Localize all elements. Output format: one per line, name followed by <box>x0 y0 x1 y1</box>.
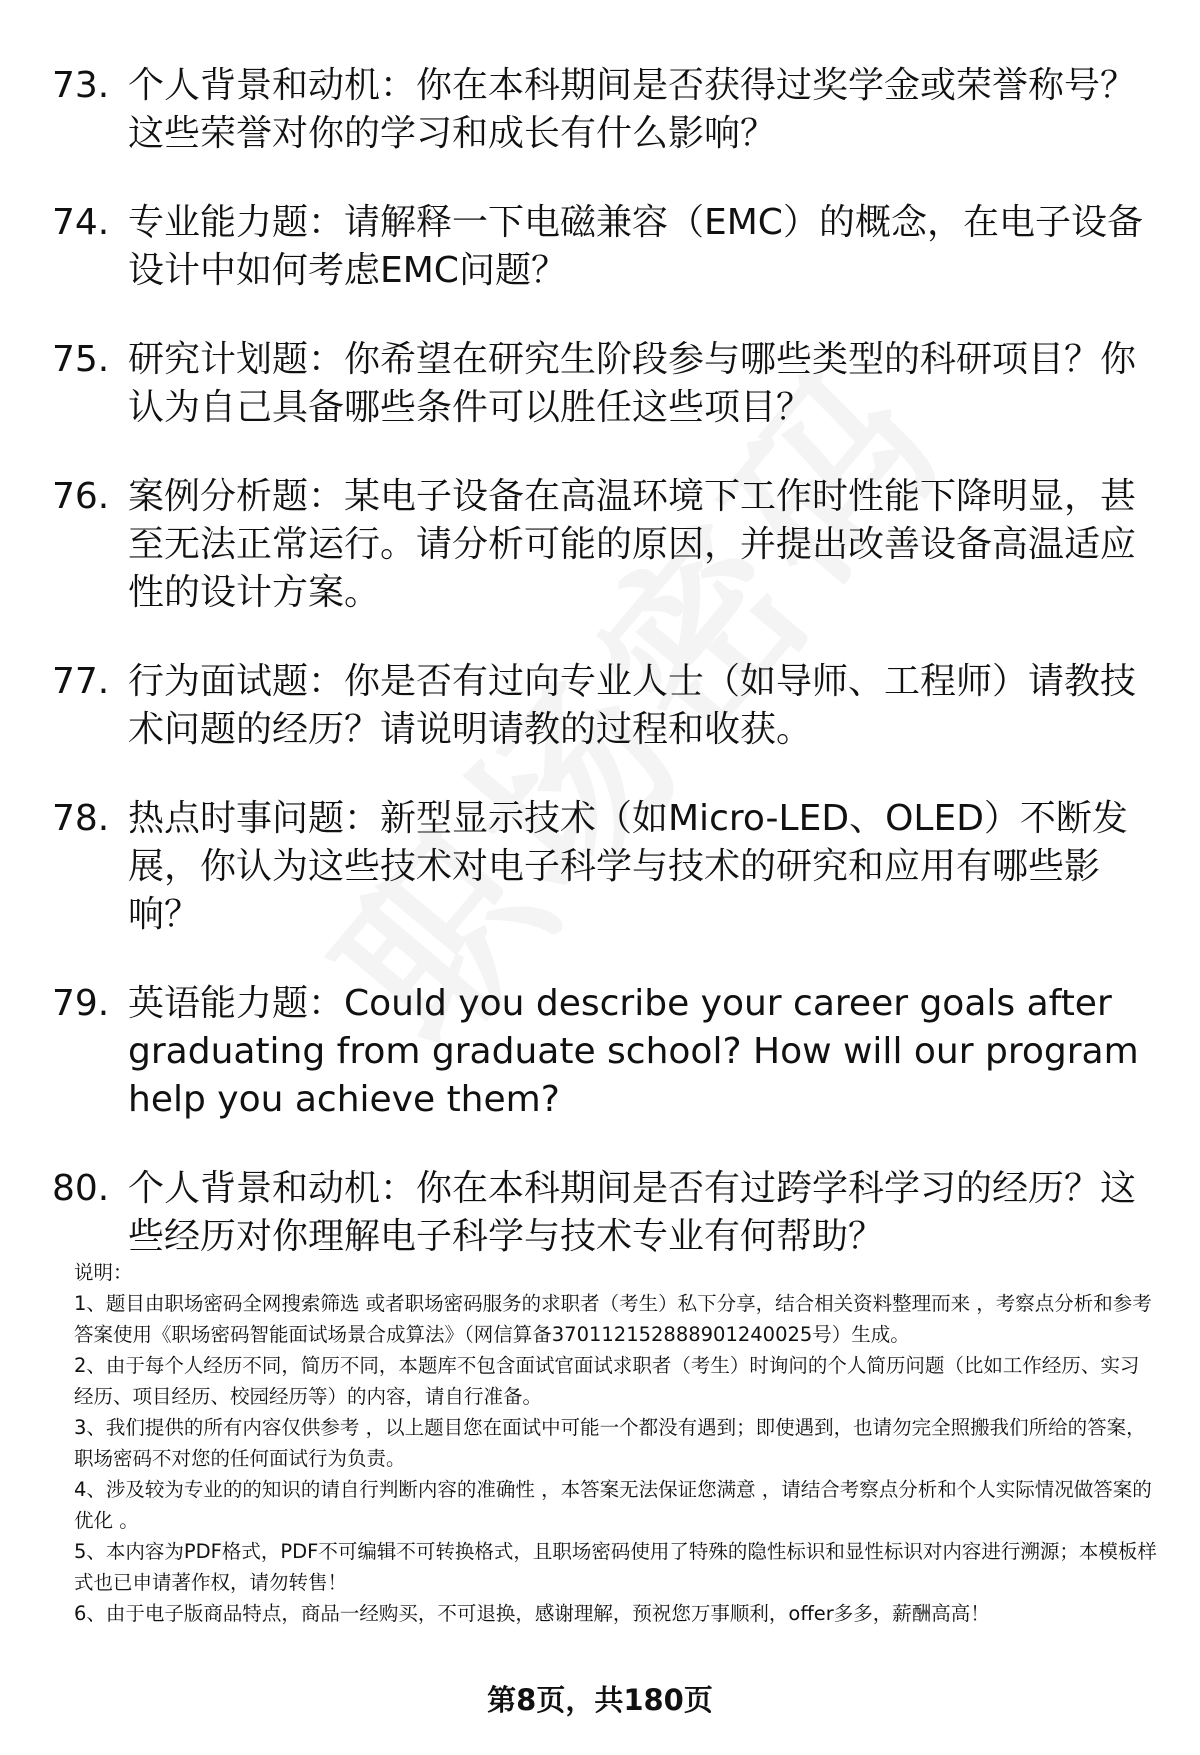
note-item: 2、由于每个人经历不同，简历不同，本题库不包含面试官面试求职者（考生）时询问的个人简历问题（比如工作经历、实习经历、项目经历、校园经历等）的内容，请自行准备。 <box>74 1354 1140 1408</box>
question-item <box>0 980 1200 1124</box>
notes-section <box>74 1257 1158 1629</box>
note-item: 1、题目由职场密码全网搜索筛选 或者职场密码服务的求职者（考生）私下分享，结合相关资料整理而来 ，考察点分析和参考答案使用《职场密码智能面试场景合成算法》（网信算备370112152888901240025号）生成。 <box>74 1292 1152 1346</box>
question-text: 案例分析题：某电子设备在高温环境下工作时性能下降明显，甚至无法正常运行。请分析可能的原因，并提出改善设备高温适应性的设计方案。 <box>128 476 1137 613</box>
question-item <box>0 795 1200 939</box>
question-text: 个人背景和动机：你在本科期间是否获得过奖学金或荣誉称号？这些荣誉对你的学习和成长有什么影响？ <box>128 65 1137 154</box>
page-number-label: 第8页，共180页 <box>487 1683 713 1717</box>
question-text: 专业能力题：请解释一下电磁兼容（EMC）的概念，在电子设备设计中如何考虑EMC问题？ <box>128 202 1143 291</box>
question-text: 个人背景和动机：你在本科期间是否有过跨学科学习的经历？这些经历对你理解电子科学与技术专业有何帮助？ <box>128 1168 1137 1257</box>
question-item <box>0 336 1200 432</box>
question-number: 78. <box>52 798 110 839</box>
question-number: 75. <box>52 339 110 380</box>
question-number: 80. <box>52 1168 110 1209</box>
question-item <box>0 658 1200 754</box>
note-item: 3、我们提供的所有内容仅供参考 ，以上题目您在面试中可能一个都没有遇到；即使遇到，也请勿完全照搬我们所给的答案，职场密码不对您的任何面试行为负责。 <box>74 1416 1146 1470</box>
question-item <box>0 1165 1200 1261</box>
note-item: 6、由于电子版商品特点，商品一经购买，不可退换，感谢理解，预祝您万事顺利，offer多多，薪酬高高！ <box>74 1602 990 1625</box>
question-number: 73. <box>52 65 110 106</box>
question-text: 英语能力题：Could you describe your career goals after graduating from graduate school? How will our program help you achieve them? <box>128 983 1139 1120</box>
question-number: 77. <box>52 661 110 702</box>
question-text: 研究计划题：你希望在研究生阶段参与哪些类型的科研项目？你认为自己具备哪些条件可以胜任这些项目？ <box>128 339 1137 428</box>
question-text: 热点时事问题：新型显示技术（如Micro-LED、OLED）不断发展，你认为这些技术对电子科学与技术的研究和应用有哪些影响？ <box>128 798 1128 935</box>
note-item: 5、本内容为PDF格式，PDF不可编辑不可转换格式，且职场密码使用了特殊的隐性标识和显性标识对内容进行溯源；本模板样式也已申请著作权，请勿转售！ <box>74 1540 1157 1594</box>
question-number: 79. <box>52 983 110 1024</box>
page-footer <box>0 1680 1200 1720</box>
question-item <box>0 473 1200 617</box>
question-number: 76. <box>52 476 110 517</box>
question-list <box>0 62 1200 1302</box>
question-text: 行为面试题：你是否有过向专业人士（如导师、工程师）请教技术问题的经历？请说明请教的过程和收获。 <box>128 661 1137 750</box>
question-number: 74. <box>52 202 110 243</box>
notes-title: 说明： <box>74 1261 133 1284</box>
question-item <box>0 199 1200 295</box>
question-item <box>0 62 1200 158</box>
note-item: 4、涉及较为专业的的知识的请自行判断内容的准确性 ，本答案无法保证您满意 ，请结合考察点分析和个人实际情况做答案的优化 。 <box>74 1478 1152 1532</box>
